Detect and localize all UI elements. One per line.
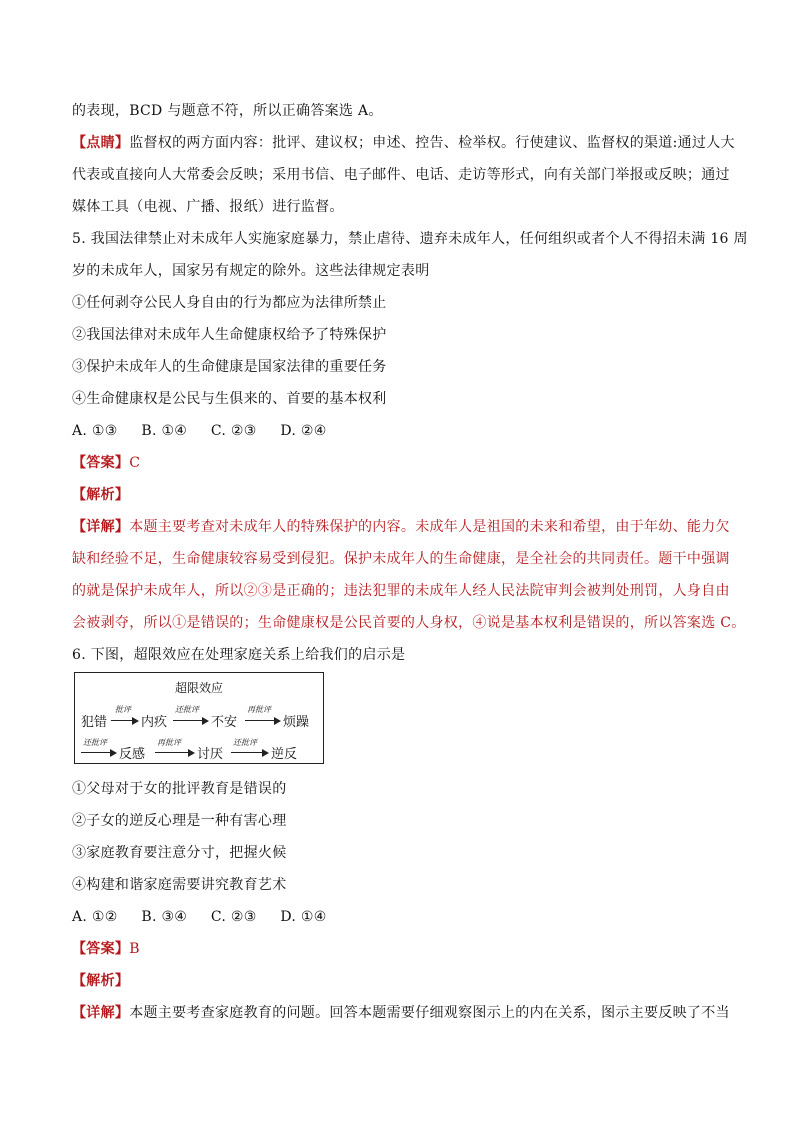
point-note-tag: 【点睛】 bbox=[72, 135, 130, 151]
diagram-node: 讨厌 bbox=[197, 747, 224, 762]
diagram-arrow bbox=[173, 720, 207, 721]
q5-choices-text: A. ①③ B. ①④ C. ②③ D. ②④ bbox=[72, 423, 327, 439]
diagram-node: 犯错 bbox=[81, 715, 108, 730]
q5-answer-value: C bbox=[129, 455, 141, 471]
diagram-node: 内疚 bbox=[141, 715, 168, 730]
text-line-content: 代表或直接向人大常委会反映；采用书信、电子邮件、电话、走访等形式，向有关部门举报或反映；通过 bbox=[72, 167, 730, 183]
q6-choices bbox=[72, 907, 722, 927]
q5-detail-highlight: ②③ bbox=[243, 583, 273, 599]
diagram-arrow-label: 批评 bbox=[115, 705, 131, 714]
point-note-line bbox=[72, 133, 735, 153]
text-line bbox=[72, 165, 730, 185]
q5-detail-text: 是正确的；违法犯罪的未成年人经人民法院审判会被判处刑罚，人身自由 bbox=[272, 583, 730, 599]
q5-analysis-tag: 【解析】 bbox=[72, 487, 130, 503]
q6-detail-line bbox=[72, 1003, 730, 1023]
q5-stem-text: 5. 我国法律禁止对未成年人实施家庭暴力，禁止虐待、遗弃未成年人，任何组织或者个人不得招未满 16 周 bbox=[72, 231, 748, 247]
diagram-arrow bbox=[81, 752, 115, 753]
q5-stem-text: 岁的未成年人，国家另有规定的除外。这些法律规定表明 bbox=[72, 263, 430, 279]
q6-detail-tag: 【详解】 bbox=[72, 1005, 130, 1021]
diagram-arrow bbox=[155, 752, 193, 753]
q5-option-text: ②我国法律对未成年人生命健康权给予了特殊保护 bbox=[72, 327, 387, 343]
q6-option-1 bbox=[72, 779, 722, 799]
q5-stem-line bbox=[72, 261, 722, 281]
q5-detail-text: 缺和经验不足，生命健康较容易受到侵犯。保护未成年人的生命健康，是全社会的共同责任。题干中强调 bbox=[72, 551, 730, 567]
q5-option-3 bbox=[72, 357, 722, 377]
q6-option-4 bbox=[72, 875, 722, 895]
q5-stem-line bbox=[72, 229, 748, 249]
text-line-content: 的表现，BCD 与题意不符，所以正确答案选 A。 bbox=[72, 103, 383, 119]
q6-analysis-tag: 【解析】 bbox=[72, 973, 130, 989]
q5-detail-line bbox=[72, 613, 746, 633]
diagram-node: 反感 bbox=[119, 747, 146, 762]
diagram-arrow-label: 再批评 bbox=[247, 705, 271, 714]
diagram-arrow-label: 还批评 bbox=[83, 738, 107, 747]
diagram-arrow-label: 还批评 bbox=[175, 705, 199, 714]
q5-option-text: ③保护未成年人的生命健康是国家法律的重要任务 bbox=[72, 359, 387, 375]
diagram-arrow-label: 再批评 bbox=[157, 738, 181, 747]
q5-detail-text: 会被剥夺，所以①是错误的；生命健康权是公民首要的人身权，④说是基本权利是错误的，所以答案选 C。 bbox=[72, 615, 746, 631]
q6-stem-line bbox=[72, 645, 722, 665]
q6-option-3 bbox=[72, 843, 722, 863]
q5-detail-text: 的就是保护未成年人，所以 bbox=[72, 583, 244, 599]
diagram-title: 超限效应 bbox=[174, 681, 223, 695]
q6-answer-value: B bbox=[129, 941, 140, 957]
diagram-arrow bbox=[111, 720, 137, 721]
q6-option-text: ②子女的逆反心理是一种有害心理 bbox=[72, 813, 287, 829]
q5-option-1 bbox=[72, 293, 722, 313]
q6-detail-text: 本题主要考查家庭教育的问题。回答本题需要仔细观察图示上的内在关系，图示主要反映了不当 bbox=[129, 1005, 730, 1021]
overlimit-effect-diagram bbox=[74, 672, 324, 764]
q5-analysis-line bbox=[72, 485, 722, 505]
q5-detail-text: 本题主要考查对未成年人的特殊保护的内容。未成年人是祖国的未来和希望，由于年幼、能力欠 bbox=[129, 519, 730, 535]
q5-detail-line bbox=[72, 517, 730, 537]
q5-option-text: ④生命健康权是公民与生俱来的、首要的基本权利 bbox=[72, 391, 387, 407]
q6-choices-text: A. ①② B. ③④ C. ②③ D. ①④ bbox=[72, 909, 327, 925]
diagram-node: 逆反 bbox=[271, 747, 298, 762]
text-line bbox=[72, 197, 722, 217]
q5-option-text: ①任何剥夺公民人身自由的行为都应为法律所禁止 bbox=[72, 295, 387, 311]
q6-option-text: ①父母对于女的批评教育是错误的 bbox=[72, 781, 287, 797]
diagram-arrow bbox=[245, 720, 279, 721]
text-line bbox=[72, 101, 722, 121]
q6-stem-text: 6. 下图，超限效应在处理家庭关系上给我们的启示是 bbox=[72, 647, 406, 663]
q5-option-2 bbox=[72, 325, 722, 345]
q5-option-4 bbox=[72, 389, 722, 409]
q5-answer-line bbox=[72, 453, 722, 473]
q6-option-2 bbox=[72, 811, 722, 831]
q5-answer-tag: 【答案】 bbox=[72, 455, 130, 471]
q6-answer-line bbox=[72, 939, 722, 959]
q6-option-text: ④构建和谐家庭需要讲究教育艺术 bbox=[72, 877, 287, 893]
q6-answer-tag: 【答案】 bbox=[72, 941, 130, 957]
diagram-arrow-label: 还批评 bbox=[233, 738, 257, 747]
q5-choices bbox=[72, 421, 722, 441]
q5-detail-line bbox=[72, 581, 730, 601]
q6-option-text: ③家庭教育要注意分寸，把握火候 bbox=[72, 845, 287, 861]
diagram-node: 烦躁 bbox=[283, 715, 310, 730]
diagram-arrow bbox=[231, 752, 267, 753]
diagram-node: 不安 bbox=[211, 715, 238, 730]
text-line-content: 媒体工具（电视、广播、报纸）进行监督。 bbox=[72, 199, 344, 215]
q5-detail-tag: 【详解】 bbox=[72, 519, 130, 535]
point-note-text: 监督权的两方面内容：批评、建议权；申述、控告、检举权。行使建议、监督权的渠道:通过人大 bbox=[129, 135, 735, 151]
q6-analysis-line bbox=[72, 971, 722, 991]
q5-detail-line bbox=[72, 549, 730, 569]
